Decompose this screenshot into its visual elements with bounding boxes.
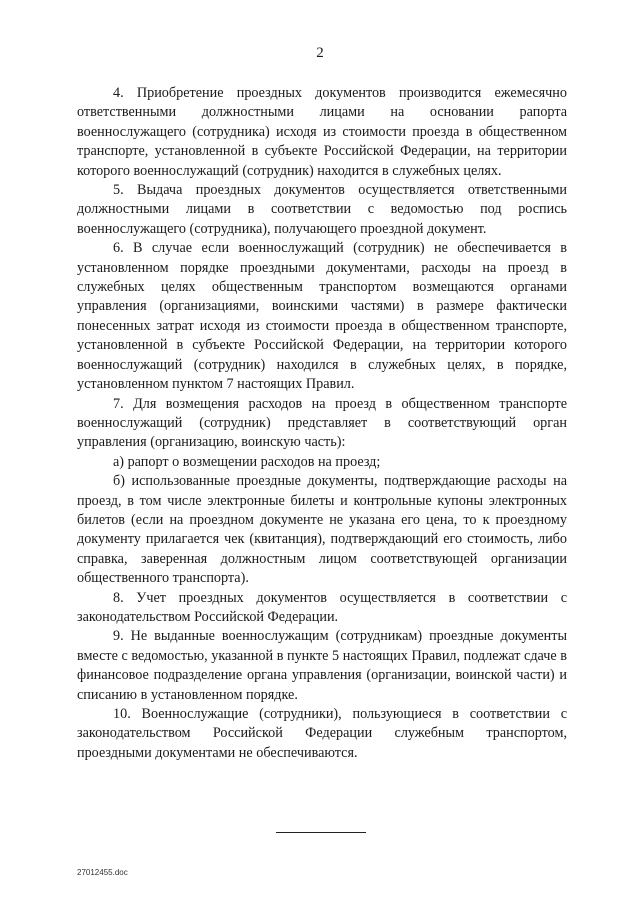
paragraph-6: 6. В случае если военнослужащий (сотрудник) не обеспечивается в установленном порядке проездными документами, расходы на проезд в служебных целях общественным транспортом возмещаются органами управления (организациями, воинскими частями) в размере фактически понесенных затрат исходя из стоимости проезда в общественном транспорте, установленной в субъекте Российской Федерации, на территории которого военнослужащий (сотрудник) находился в служебных целях, в порядке, установленном пунктом 7 настоящих Правил. [77,240,567,393]
paragraph-7a: а) рапорт о возмещении расходов на проезд; [113,453,381,470]
end-divider [276,832,366,833]
page-number: 2 [316,45,324,61]
paragraph-9: 9. Не выданные военнослужащим (сотрудникам) проездные документы вместе с ведомостью, указанной в пункте 5 настоящих Правил, подлежат сдаче в финансовое подразделение органа управления (организации, воинской части) и списанию в установленном порядке. [77,628,567,703]
paragraph-5: 5. Выдача проездных документов осуществляется ответственными должностными лицами в соответствии с ведомостью под роспись военнослужащего (сотрудника), получающего проездной документ. [77,182,567,237]
document-body [77,84,567,763]
paragraph-4: 4. Приобретение проездных документов производится ежемесячно ответственными должностными лицами на основании рапорта военнослужащего (сотрудника) исходя из стоимости проезда в общественном транспорте, установленной в субъекте Российской Федерации, на территории которого военнослужащий (сотрудник) находится в служебных целях. [77,85,567,179]
paragraph-7b: б) использованные проездные документы, подтверждающие расходы на проезд, в том числе электронные билеты и контрольные купоны электронных билетов (если на проездном документе не указана его цена, то к проездному документу прилагается чек (квитанция), подтверждающий его стоимость, либо справка, заверенная должностным лицом соответствующей организации общественного транспорта). [77,473,567,587]
footer-file-name: 27012455.doc [77,868,128,877]
paragraph-10: 10. Военнослужащие (сотрудники), пользующиеся в соответствии с законодательством Российской Федерации служебным транспортом, проездными документами не обеспечиваются. [77,706,567,761]
paragraph-8: 8. Учет проездных документов осуществляется в соответствии с законодательством Российской Федерации. [77,589,567,625]
paragraph-7: 7. Для возмещения расходов на проезд в общественном транспорте военнослужащий (сотрудник) представляет в соответствующий орган управления (организацию, воинскую часть): [77,395,567,451]
